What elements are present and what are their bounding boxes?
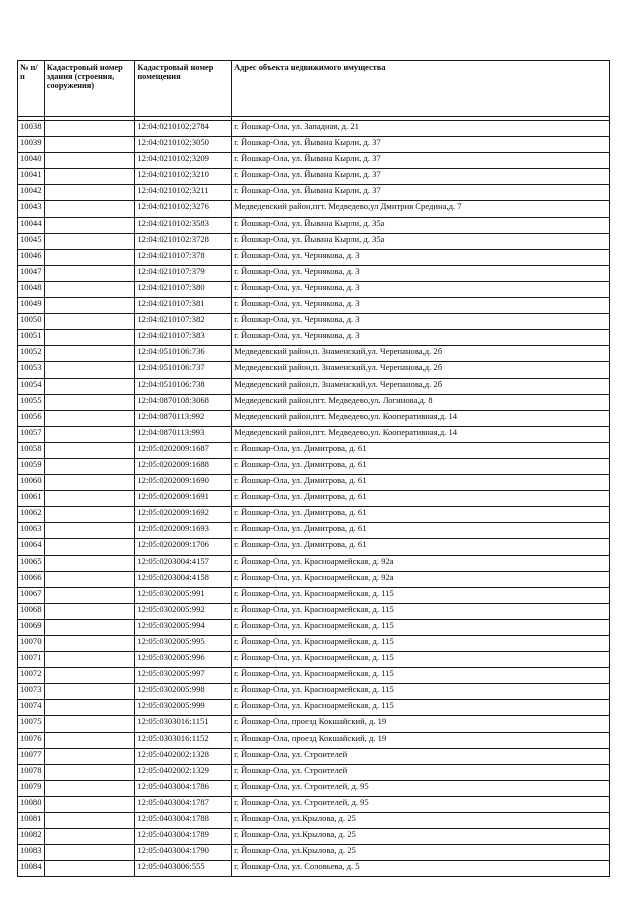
- cell-premises-cadastral-number: 12:05:0202009:1691: [135, 491, 232, 507]
- cell-premises-cadastral-number: 12:05:0303016:1151: [135, 716, 232, 732]
- table-row: [18, 249, 610, 265]
- cell-address: г. Йошкар-Ола, ул. Красноармейская, д. 115: [232, 603, 610, 619]
- cell-building-cadastral-number: [44, 121, 135, 137]
- table-row: [18, 748, 610, 764]
- cell-row-number: 10041: [18, 169, 45, 185]
- cell-address: г. Йошкар-Ола, ул. Красноармейская, д. 92а: [232, 571, 610, 587]
- cell-premises-cadastral-number: 12:05:0403006:555: [135, 861, 232, 877]
- cell-row-number: 10038: [18, 121, 45, 137]
- cell-premises-cadastral-number: 12:05:0302005:994: [135, 619, 232, 635]
- table-row: [18, 571, 610, 587]
- cell-premises-cadastral-number: 12:05:0302005:991: [135, 587, 232, 603]
- cell-building-cadastral-number: [44, 137, 135, 153]
- cell-row-number: 10061: [18, 491, 45, 507]
- cell-row-number: 10079: [18, 780, 45, 796]
- cell-row-number: 10078: [18, 764, 45, 780]
- cell-premises-cadastral-number: 12:05:0203004:4157: [135, 555, 232, 571]
- cell-address: г. Йошкар-Ола, ул. Красноармейская, д. 115: [232, 636, 610, 652]
- table-row: [18, 829, 610, 845]
- table-row: [18, 539, 610, 555]
- cell-address: г. Йошкар-Ола, ул. Строителей, д. 95: [232, 780, 610, 796]
- cell-premises-cadastral-number: 12:04:0210102:3583: [135, 217, 232, 233]
- cell-premises-cadastral-number: 12:05:0202009:1706: [135, 539, 232, 555]
- cell-premises-cadastral-number: 12:04:0210107:379: [135, 265, 232, 281]
- table-row: [18, 845, 610, 861]
- cell-address: г. Йошкар-Ола, ул. Западная, д. 21: [232, 121, 610, 137]
- cell-address: г. Йошкар-Ола, проезд Кокшайский, д. 19: [232, 716, 610, 732]
- property-register-table: [17, 60, 610, 877]
- cell-address: г. Йошкар-Ола, проезд Кокшайский, д. 19: [232, 732, 610, 748]
- cell-row-number: 10074: [18, 700, 45, 716]
- cell-premises-cadastral-number: 12:04:0210102:3210: [135, 169, 232, 185]
- cell-row-number: 10077: [18, 748, 45, 764]
- cell-premises-cadastral-number: 12:04:0870113:993: [135, 426, 232, 442]
- cell-building-cadastral-number: [44, 829, 135, 845]
- table-body: [18, 121, 610, 877]
- cell-address: г. Йошкар-Ола, ул. Строителей: [232, 764, 610, 780]
- cell-building-cadastral-number: [44, 845, 135, 861]
- cell-row-number: 10063: [18, 523, 45, 539]
- cell-address: г. Йошкар-Ола, ул. Йывана Кырли, д. 37: [232, 153, 610, 169]
- cell-row-number: 10050: [18, 314, 45, 330]
- table-row: [18, 780, 610, 796]
- cell-premises-cadastral-number: 12:04:0210102:3211: [135, 185, 232, 201]
- cell-row-number: 10070: [18, 636, 45, 652]
- cell-premises-cadastral-number: 12:05:0403004:1786: [135, 780, 232, 796]
- cell-address: г. Йошкар-Ола, ул. Димитрова, д. 61: [232, 539, 610, 555]
- cell-building-cadastral-number: [44, 217, 135, 233]
- cell-row-number: 10047: [18, 265, 45, 281]
- cell-address: Медведевский район,п. Знаменский,ул. Черепанова,д. 2б: [232, 362, 610, 378]
- cell-premises-cadastral-number: 12:04:0510106:736: [135, 346, 232, 362]
- cell-premises-cadastral-number: 12:05:0202009:1688: [135, 458, 232, 474]
- cell-building-cadastral-number: [44, 861, 135, 877]
- cell-premises-cadastral-number: 12:04:0870108:3068: [135, 394, 232, 410]
- cell-building-cadastral-number: [44, 813, 135, 829]
- cell-building-cadastral-number: [44, 362, 135, 378]
- cell-row-number: 10068: [18, 603, 45, 619]
- table-row: [18, 442, 610, 458]
- cell-row-number: 10044: [18, 217, 45, 233]
- header-premises-cadastral-number: Кадастровый номер помещения: [135, 61, 232, 117]
- cell-row-number: 10073: [18, 684, 45, 700]
- table-row: [18, 121, 610, 137]
- table-row: [18, 153, 610, 169]
- cell-building-cadastral-number: [44, 619, 135, 635]
- table-row: [18, 523, 610, 539]
- table-row: [18, 732, 610, 748]
- cell-row-number: 10039: [18, 137, 45, 153]
- cell-premises-cadastral-number: 12:05:0403004:1790: [135, 845, 232, 861]
- cell-row-number: 10072: [18, 668, 45, 684]
- cell-row-number: 10049: [18, 298, 45, 314]
- cell-premises-cadastral-number: 12:05:0302005:999: [135, 700, 232, 716]
- cell-premises-cadastral-number: 12:05:0202009:1692: [135, 507, 232, 523]
- cell-premises-cadastral-number: 12:05:0202009:1690: [135, 475, 232, 491]
- cell-premises-cadastral-number: 12:05:0403004:1788: [135, 813, 232, 829]
- cell-premises-cadastral-number: 12:05:0202009:1687: [135, 442, 232, 458]
- cell-premises-cadastral-number: 12:05:0302005:996: [135, 652, 232, 668]
- cell-address: г. Йошкар-Ола, ул. Димитрова, д. 61: [232, 475, 610, 491]
- cell-row-number: 10067: [18, 587, 45, 603]
- cell-row-number: 10045: [18, 233, 45, 249]
- cell-address: Медведевский район,пгт. Медведево,ул. Кооперативная,д. 14: [232, 426, 610, 442]
- cell-address: г. Йошкар-Ола, ул. Димитрова, д. 61: [232, 458, 610, 474]
- cell-building-cadastral-number: [44, 281, 135, 297]
- cell-address: г. Йошкар-Ола, ул. Чернякова, д. 3: [232, 265, 610, 281]
- cell-premises-cadastral-number: 12:05:0202009:1693: [135, 523, 232, 539]
- cell-premises-cadastral-number: 12:05:0302005:997: [135, 668, 232, 684]
- table-row: [18, 764, 610, 780]
- cell-building-cadastral-number: [44, 410, 135, 426]
- cell-address: г. Йошкар-Ола, ул. Красноармейская, д. 115: [232, 619, 610, 635]
- header-row: [18, 61, 610, 117]
- table-row: [18, 314, 610, 330]
- cell-building-cadastral-number: [44, 603, 135, 619]
- table-row: [18, 700, 610, 716]
- table-row: [18, 169, 610, 185]
- table-row: [18, 684, 610, 700]
- cell-building-cadastral-number: [44, 491, 135, 507]
- cell-building-cadastral-number: [44, 169, 135, 185]
- cell-premises-cadastral-number: 12:04:0510106:738: [135, 378, 232, 394]
- cell-address: Медведевский район,пгт. Медведево,ул. Кооперативная,д. 14: [232, 410, 610, 426]
- cell-building-cadastral-number: [44, 748, 135, 764]
- cell-address: г. Йошкар-Ола, ул. Димитрова, д. 61: [232, 507, 610, 523]
- cell-address: г. Йошкар-Ола, ул. Чернякова, д. 3: [232, 298, 610, 314]
- table-row: [18, 394, 610, 410]
- cell-premises-cadastral-number: 12:04:0210107:380: [135, 281, 232, 297]
- table-row: [18, 410, 610, 426]
- table-row: [18, 619, 610, 635]
- cell-premises-cadastral-number: 12:04:0210107:382: [135, 314, 232, 330]
- header-building-cadastral-number: Кадастровый номер здания (строения, сооружения): [44, 61, 135, 117]
- cell-address: г. Йошкар-Ола, ул. Чернякова, д. 3: [232, 314, 610, 330]
- cell-building-cadastral-number: [44, 539, 135, 555]
- cell-building-cadastral-number: [44, 233, 135, 249]
- cell-address: г. Йошкар-Ола, ул.Крылова, д. 25: [232, 813, 610, 829]
- cell-row-number: 10059: [18, 458, 45, 474]
- table-row: [18, 458, 610, 474]
- cell-premises-cadastral-number: 12:05:0302005:998: [135, 684, 232, 700]
- cell-row-number: 10052: [18, 346, 45, 362]
- cell-building-cadastral-number: [44, 587, 135, 603]
- cell-building-cadastral-number: [44, 684, 135, 700]
- cell-building-cadastral-number: [44, 780, 135, 796]
- cell-premises-cadastral-number: 12:05:0403004:1787: [135, 796, 232, 812]
- table-row: [18, 426, 610, 442]
- cell-row-number: 10069: [18, 619, 45, 635]
- table-row: [18, 491, 610, 507]
- cell-row-number: 10065: [18, 555, 45, 571]
- cell-row-number: 10058: [18, 442, 45, 458]
- cell-address: г. Йошкар-Ола, ул. Соловьева, д. 5: [232, 861, 610, 877]
- table-row: [18, 298, 610, 314]
- cell-address: Медведевский район,пгт. Медведево,ул. Логинова,д. 8: [232, 394, 610, 410]
- cell-address: г. Йошкар-Ола, ул. Йывана Кырли, д. 35а: [232, 217, 610, 233]
- cell-premises-cadastral-number: 12:05:0303016:1152: [135, 732, 232, 748]
- cell-row-number: 10042: [18, 185, 45, 201]
- cell-building-cadastral-number: [44, 458, 135, 474]
- cell-building-cadastral-number: [44, 265, 135, 281]
- cell-premises-cadastral-number: 12:05:0302005:992: [135, 603, 232, 619]
- cell-address: г. Йошкар-Ола, ул. Чернякова, д. 3: [232, 281, 610, 297]
- cell-premises-cadastral-number: 12:04:0510106:737: [135, 362, 232, 378]
- cell-building-cadastral-number: [44, 507, 135, 523]
- cell-premises-cadastral-number: 12:04:0210102:2784: [135, 121, 232, 137]
- cell-building-cadastral-number: [44, 732, 135, 748]
- cell-address: г. Йошкар-Ола, ул. Красноармейская, д. 92а: [232, 555, 610, 571]
- cell-building-cadastral-number: [44, 652, 135, 668]
- cell-premises-cadastral-number: 12:05:0302005:995: [135, 636, 232, 652]
- cell-building-cadastral-number: [44, 555, 135, 571]
- table-header: [18, 61, 610, 121]
- table-row: [18, 378, 610, 394]
- cell-row-number: 10043: [18, 201, 45, 217]
- cell-row-number: 10066: [18, 571, 45, 587]
- cell-premises-cadastral-number: 12:04:0210102:3050: [135, 137, 232, 153]
- table-row: [18, 201, 610, 217]
- table-row: [18, 281, 610, 297]
- cell-address: г. Йошкар-Ола, ул. Йывана Кырли, д. 37: [232, 169, 610, 185]
- table-row: [18, 475, 610, 491]
- table-row: [18, 587, 610, 603]
- cell-building-cadastral-number: [44, 298, 135, 314]
- cell-building-cadastral-number: [44, 201, 135, 217]
- table-row: [18, 636, 610, 652]
- header-row-number: № п/п: [18, 61, 45, 117]
- cell-row-number: 10084: [18, 861, 45, 877]
- cell-building-cadastral-number: [44, 185, 135, 201]
- table-row: [18, 346, 610, 362]
- cell-row-number: 10081: [18, 813, 45, 829]
- cell-row-number: 10048: [18, 281, 45, 297]
- cell-address: г. Йошкар-Ола, ул. Красноармейская, д. 115: [232, 700, 610, 716]
- table-row: [18, 555, 610, 571]
- cell-premises-cadastral-number: 12:04:0210102:3209: [135, 153, 232, 169]
- cell-row-number: 10057: [18, 426, 45, 442]
- cell-row-number: 10053: [18, 362, 45, 378]
- table-row: [18, 362, 610, 378]
- cell-building-cadastral-number: [44, 636, 135, 652]
- cell-row-number: 10060: [18, 475, 45, 491]
- table-row: [18, 507, 610, 523]
- cell-address: г. Йошкар-Ола, ул.Крылова, д. 25: [232, 829, 610, 845]
- table-row: [18, 861, 610, 877]
- cell-premises-cadastral-number: 12:04:0210102:3728: [135, 233, 232, 249]
- table-row: [18, 652, 610, 668]
- cell-building-cadastral-number: [44, 346, 135, 362]
- table-row: [18, 603, 610, 619]
- cell-building-cadastral-number: [44, 700, 135, 716]
- cell-address: г. Йошкар-Ола, ул. Строителей, д. 95: [232, 796, 610, 812]
- cell-row-number: 10062: [18, 507, 45, 523]
- table-row: [18, 330, 610, 346]
- cell-building-cadastral-number: [44, 796, 135, 812]
- cell-address: г. Йошкар-Ола, ул. Йывана Кырли, д. 35а: [232, 233, 610, 249]
- cell-premises-cadastral-number: 12:04:0210107:381: [135, 298, 232, 314]
- cell-premises-cadastral-number: 12:04:0210107:378: [135, 249, 232, 265]
- cell-address: г. Йошкар-Ола, ул. Йывана Кырли, д. 37: [232, 137, 610, 153]
- cell-building-cadastral-number: [44, 426, 135, 442]
- cell-building-cadastral-number: [44, 442, 135, 458]
- cell-address: Медведевский район,п. Знаменский,ул. Черепанова,д. 2б: [232, 378, 610, 394]
- cell-row-number: 10076: [18, 732, 45, 748]
- cell-premises-cadastral-number: 12:04:0210107:383: [135, 330, 232, 346]
- cell-row-number: 10080: [18, 796, 45, 812]
- cell-premises-cadastral-number: 12:04:0210102:3276: [135, 201, 232, 217]
- cell-building-cadastral-number: [44, 249, 135, 265]
- table-row: [18, 233, 610, 249]
- cell-premises-cadastral-number: 12:05:0402002:1328: [135, 748, 232, 764]
- cell-row-number: 10064: [18, 539, 45, 555]
- cell-row-number: 10075: [18, 716, 45, 732]
- cell-row-number: 10056: [18, 410, 45, 426]
- cell-premises-cadastral-number: 12:04:0870113:992: [135, 410, 232, 426]
- cell-premises-cadastral-number: 12:05:0402002:1329: [135, 764, 232, 780]
- cell-row-number: 10083: [18, 845, 45, 861]
- header-property-address: Адрес объекта недвижимого имущества: [232, 61, 610, 117]
- cell-building-cadastral-number: [44, 378, 135, 394]
- cell-address: г. Йошкар-Ола, ул.Крылова, д. 25: [232, 845, 610, 861]
- cell-building-cadastral-number: [44, 394, 135, 410]
- cell-address: Медведевский район,пгт. Медведево,ул Дмитрия Средина,д. 7: [232, 201, 610, 217]
- cell-building-cadastral-number: [44, 716, 135, 732]
- table-row: [18, 137, 610, 153]
- cell-address: г. Йошкар-Ола, ул. Красноармейская, д. 115: [232, 684, 610, 700]
- cell-address: г. Йошкар-Ола, ул. Димитрова, д. 61: [232, 491, 610, 507]
- cell-building-cadastral-number: [44, 314, 135, 330]
- cell-row-number: 10046: [18, 249, 45, 265]
- cell-premises-cadastral-number: 12:05:0203004:4158: [135, 571, 232, 587]
- table-row: [18, 668, 610, 684]
- cell-row-number: 10071: [18, 652, 45, 668]
- table-row: [18, 796, 610, 812]
- cell-address: г. Йошкар-Ола, ул. Димитрова, д. 61: [232, 523, 610, 539]
- cell-row-number: 10051: [18, 330, 45, 346]
- cell-address: г. Йошкар-Ола, ул. Димитрова, д. 61: [232, 442, 610, 458]
- cell-address: Медведевский район,п. Знаменский,ул. Черепанова,д. 2б: [232, 346, 610, 362]
- cell-row-number: 10082: [18, 829, 45, 845]
- cell-row-number: 10055: [18, 394, 45, 410]
- cell-building-cadastral-number: [44, 668, 135, 684]
- cell-building-cadastral-number: [44, 523, 135, 539]
- cell-premises-cadastral-number: 12:05:0403004:1789: [135, 829, 232, 845]
- cell-building-cadastral-number: [44, 153, 135, 169]
- table-row: [18, 265, 610, 281]
- cell-building-cadastral-number: [44, 571, 135, 587]
- cell-address: г. Йошкар-Ола, ул. Красноармейская, д. 115: [232, 652, 610, 668]
- cell-address: г. Йошкар-Ола, ул. Строителей: [232, 748, 610, 764]
- cell-row-number: 10040: [18, 153, 45, 169]
- cell-address: г. Йошкар-Ола, ул. Чернякова, д. 3: [232, 330, 610, 346]
- table-row: [18, 813, 610, 829]
- cell-address: г. Йошкар-Ола, ул. Красноармейская, д. 115: [232, 668, 610, 684]
- table-row: [18, 185, 610, 201]
- table-row: [18, 217, 610, 233]
- cell-row-number: 10054: [18, 378, 45, 394]
- cell-building-cadastral-number: [44, 475, 135, 491]
- cell-address: г. Йошкар-Ола, ул. Йывана Кырли, д. 37: [232, 185, 610, 201]
- table-row: [18, 716, 610, 732]
- cell-building-cadastral-number: [44, 330, 135, 346]
- cell-address: г. Йошкар-Ола, ул. Чернякова, д. 3: [232, 249, 610, 265]
- cell-building-cadastral-number: [44, 764, 135, 780]
- cell-address: г. Йошкар-Ола, ул. Красноармейская, д. 115: [232, 587, 610, 603]
